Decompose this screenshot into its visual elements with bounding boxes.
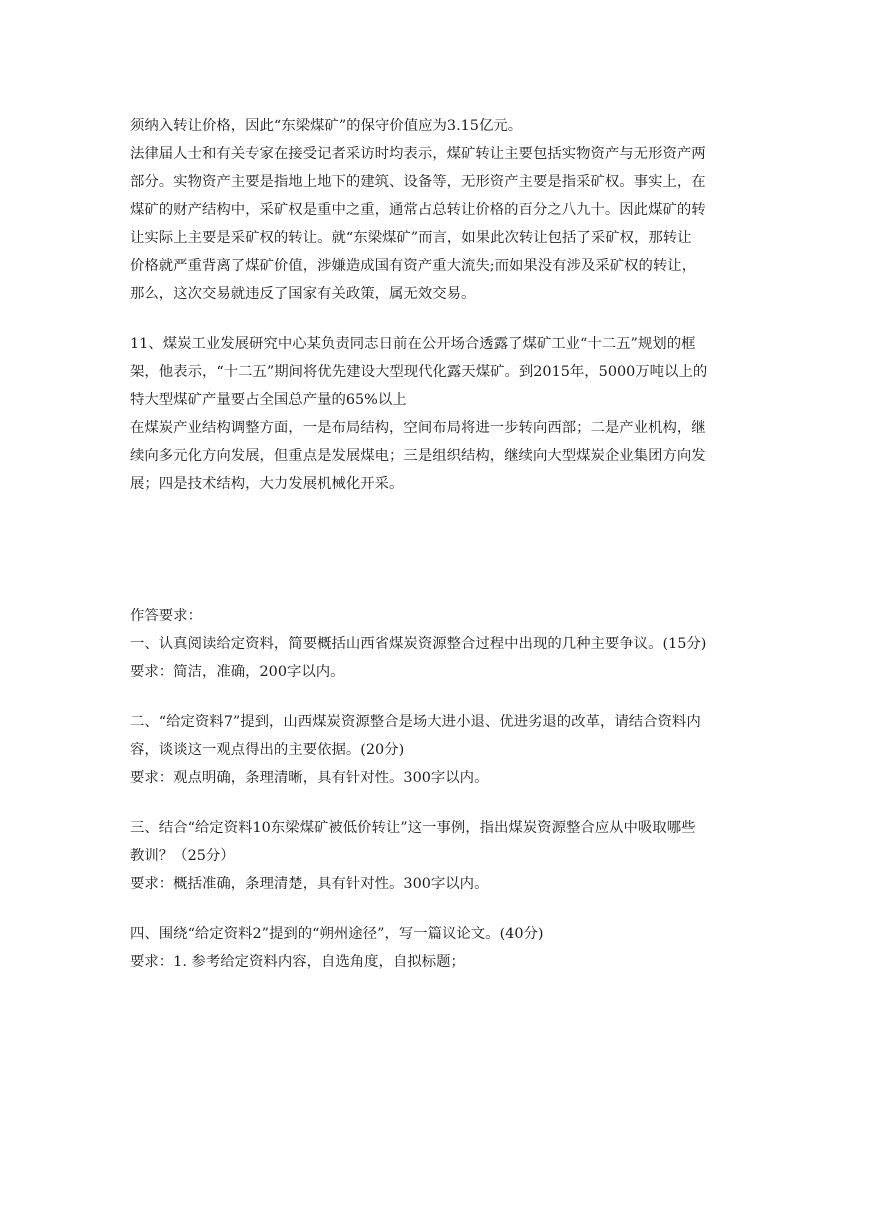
text-line: 煤矿的财产结构中，采矿权是重中之重，通常占总转让价格的百分之八九十。因此煤矿的转	[130, 202, 706, 218]
text-line: 部分。实物资产主要是指地上地下的建筑、设备等，无形资产主要是指采矿权。事实上，在	[130, 174, 706, 190]
text-line: 那么，这次交易就违反了国家有关政策，属无效交易。	[130, 286, 476, 302]
question-2	[130, 708, 750, 792]
question-4	[130, 920, 750, 976]
text-line: 须纳入转让价格，因此“东梁煤矿”的保守价值应为3.15亿元。	[130, 118, 523, 134]
question-3	[130, 814, 750, 898]
question-text: 二、“给定资料7”提到，山西煤炭资源整合是场大进小退、优进劣退的改革，请结合资料内	[130, 714, 701, 730]
text-line: 续向多元化方向发展，但重点是发展煤电；三是组织结构，继续向大型煤炭企业集团方向发	[130, 448, 706, 464]
text-line: 让实际上主要是采矿权的转让。就“东梁煤矿”而言，如果此次转让包括了采矿权，那转让	[130, 230, 692, 246]
question-requirement: 要求：1. 参考给定资料内容，自选角度，自拟标题；	[130, 954, 465, 970]
question-requirement: 要求：简洁，准确，200字以内。	[130, 664, 345, 680]
question-text: 容，谈谈这一观点得出的主要依据。(20分)	[130, 742, 405, 758]
question-text: 三、结合“给定资料10东梁煤矿被低价转让”这一事例，指出煤炭资源整合应从中吸取哪些	[130, 820, 696, 836]
question-requirement: 要求：概括准确，条理清楚，具有针对性。300字以内。	[130, 876, 489, 892]
material-11	[130, 330, 750, 498]
text-line: 架，他表示，“十二五”期间将优先建设大型现代化露天煤矿。到2015年，5000万吨以上的	[130, 364, 708, 380]
question-requirement: 要求：观点明确，条理清晰，具有针对性。300字以内。	[130, 770, 489, 786]
text-line: 价格就严重背离了煤矿价值，涉嫌造成国有资产重大流失;而如果没有涉及采矿权的转让，	[130, 258, 697, 274]
text-line: 11、煤炭工业发展研究中心某负责同志日前在公开场合透露了煤矿工业“十二五”规划的框	[130, 336, 696, 352]
text-line: 特大型煤矿产量要占全国总产量的65%以上	[130, 392, 407, 408]
document-page	[130, 112, 750, 976]
text-line: 在煤炭产业结构调整方面，一是布局结构，空间布局将进一步转向西部；二是产业机构，继	[130, 420, 706, 436]
text-line: 展；四是技术结构，大力发展机械化开采。	[130, 476, 404, 492]
text-line: 法律届人士和有关专家在接受记者采访时均表示，煤矿转让主要包括实物资产与无形资产两	[130, 146, 706, 162]
question-1	[130, 630, 750, 686]
paragraph-property-transfer	[130, 140, 750, 308]
question-text: 一、认真阅读给定资料，简要概括山西省煤炭资源整合过程中出现的几种主要争议。(15分)	[130, 636, 707, 652]
requirements-heading: 作答要求：	[130, 608, 202, 624]
question-text: 教训？（25分）	[130, 848, 235, 864]
answer-requirements	[130, 602, 750, 976]
question-text: 四、围绕“给定资料2”提到的“朔州途径”，写一篇议论文。(40分)	[130, 926, 544, 942]
